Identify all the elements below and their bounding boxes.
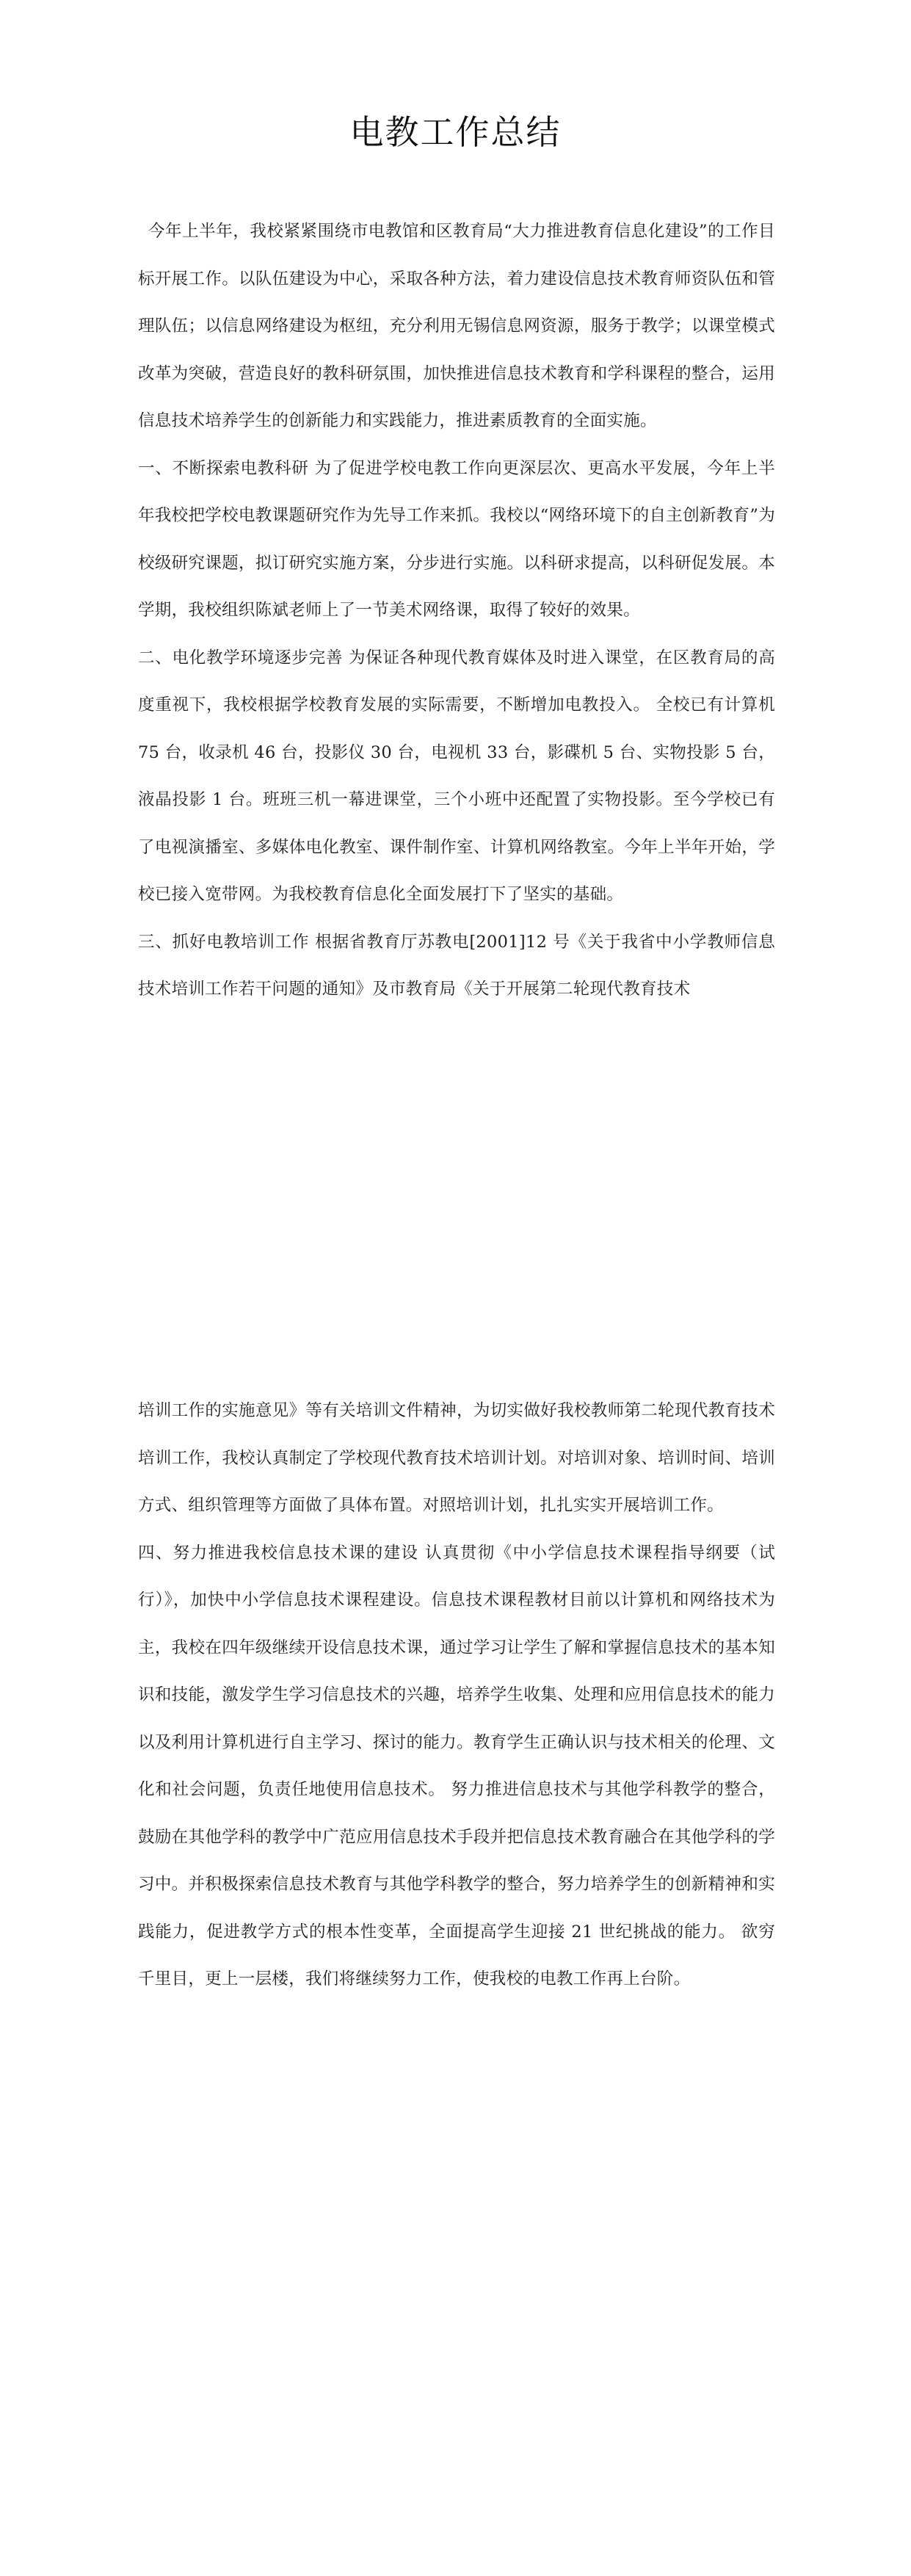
page-title: 电教工作总结 [349, 112, 562, 152]
paragraph-section-1: 一、不断探索电教科研 为了促进学校电教工作向更深层次、更高水平发展，今年上半年我校把学校电教课题研究作为先导工作来抓。我校以“网络环境下的自主创新教育”为校级研究课题，拟订研究实施方案，分步进行实施。以科研求提高，以科研促发展。本学期，我校组织陈斌老师上了一节美术网络课，取得了较好的效果。 [138, 458, 775, 620]
paragraph-section-3-start: 三、抓好电教培训工作 根据省教育厅苏教电[2001]12 号《关于我省中小学教师信息技术培训工作若干问题的通知》及市教育局《关于开展第二轮现代教育技术 [138, 932, 775, 999]
paragraph-section-4: 四、努力推进我校信息技术课的建设 认真贯彻《中小学信息技术课程指导纲要（试行）》，加快中小学信息技术课程建设。信息技术课程教材目前以计算机和网络技术为主，我校在四年级继续开设信息技术课，通过学习让学生了解和掌握信息技术的基本知识和技能，激发学生学习信息技术的兴趣，培养学生收集、处理和应用信息技术的能力以及利用计算机进行自主学习、探讨的能力。教育学生正确认识与技术相关的伦理、文化和社会问题，负责任地使用信息技术。 努力推进信息技术与其他学科教学的整合，鼓励在其他学科的教学中广范应用信息技术手段并把信息技术教育融合在其他学科的学习中。并积极探索信息技术教育与其他学科教学的整合，努力培养学生的创新精神和实践能力，促进教学方式的根本性变革，全面提高学生迎接 21 世纪挑战的能力。 欲穷千里目，更上一层楼，我们将继续努力工作，使我校的电教工作再上台阶。 [138, 1543, 775, 1989]
body-text-block-1 [138, 208, 775, 1013]
paragraph-section-3-continued: 培训工作的实施意见》等有关培训文件精神，为切实做好我校教师第二轮现代教育技术培训工作，我校认真制定了学校现代教育技术培训计划。对培训对象、培训时间、培训方式、组织管理等方面做了具体布置。对照培训计划，扎扎实实开展培训工作。 [138, 1401, 775, 1515]
body-text-block-2 [138, 1387, 775, 2003]
paragraph-intro: 今年上半年，我校紧紧围绕市电教馆和区教育局“大力推进教育信息化建设”的工作目标开展工作。以队伍建设为中心，采取各种方法，着力建设信息技术教育师资队伍和管理队伍；以信息网络建设为枢纽，充分利用无锡信息网资源，服务于教学；以课堂模式改革为突破，营造良好的教科研氛围，加快推进信息技术教育和学科课程的整合，运用信息技术培养学生的创新能力和实践能力，推进素质教育的全面实施。 [138, 222, 775, 430]
paragraph-section-2: 二、电化教学环境逐步完善 为保证各种现代教育媒体及时进入课堂，在区教育局的高度重视下，我校根据学校教育发展的实际需要，不断增加电教投入。 全校已有计算机 75 台，收录机 46 台，投影仪 30 台，电视机 33 台，影碟机 5 台、实物投影 5 台，液晶投影 1 台。班班三机一幕进课堂，三个小班中还配置了实物投影。至今学校已有了电视演播室、多媒体电化教室、课件制作室、计算机网络教室。今年上半年开始，学校已接入宽带网。为我校教育信息化全面发展打下了坚实的基础。 [138, 648, 775, 904]
